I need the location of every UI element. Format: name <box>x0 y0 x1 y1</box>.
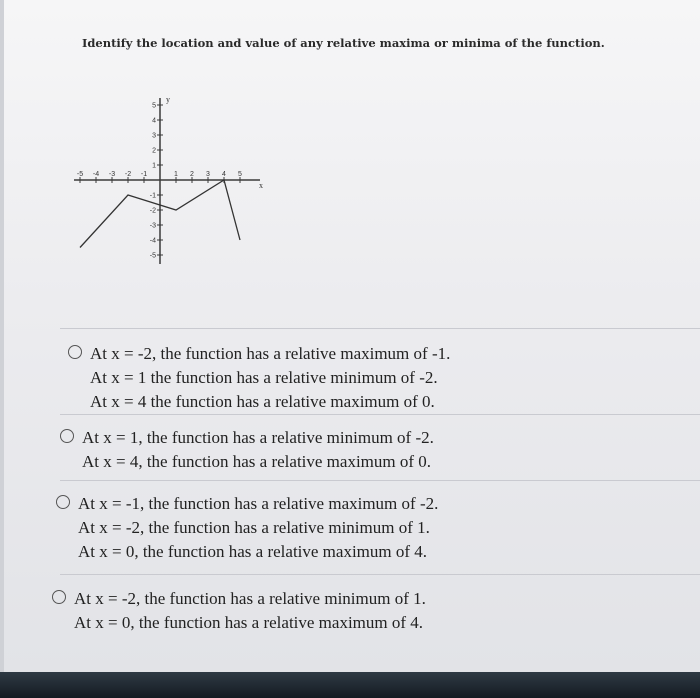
y-ticks <box>150 103 163 260</box>
answer-option-2[interactable] <box>60 426 434 474</box>
y-tick-label: 1 <box>152 162 156 170</box>
option-line: At x = 0, the function has a relative maximum of 4. <box>74 613 424 632</box>
y-tick-label: -1 <box>149 192 156 200</box>
answer-option-3[interactable] <box>56 492 438 564</box>
y-axis-label: y <box>166 95 170 104</box>
option-line: At x = -2, the function has a relative minimum of 1. <box>78 518 430 537</box>
option-line: At x = 4, the function has a relative maximum of 0. <box>82 452 432 471</box>
screen-bezel <box>0 672 700 698</box>
y-tick-label: 5 <box>152 102 156 110</box>
divider <box>60 328 700 329</box>
answer-option-1[interactable] <box>68 342 450 414</box>
option-line: At x = -2, the function has a relative minimum of 1. <box>74 589 426 608</box>
option-line: At x = 0, the function has a relative maximum of 4. <box>78 542 428 561</box>
divider <box>60 574 700 575</box>
x-tick-label: 2 <box>190 171 194 178</box>
question-text: Identify the location and value of any relative maxima or minima of the function. <box>82 36 605 50</box>
x-tick-label: -5 <box>76 171 84 178</box>
x-tick-label: -3 <box>108 171 116 178</box>
x-tick-label: 3 <box>206 171 210 178</box>
y-tick-label: -3 <box>149 222 156 230</box>
option-line: At x = -2, the function has a relative maximum of -1. <box>90 344 451 363</box>
divider <box>60 480 700 481</box>
option-line: At x = 1 the function has a relative minimum of -2. <box>90 368 438 387</box>
y-tick-label: -5 <box>149 252 156 260</box>
y-tick-label: 4 <box>152 117 156 125</box>
x-tick-label: -1 <box>140 171 148 178</box>
graph-svg <box>70 92 270 272</box>
y-tick-label: -2 <box>149 207 156 215</box>
x-tick-label: 1 <box>174 171 178 178</box>
radio-button[interactable] <box>52 590 66 604</box>
radio-button[interactable] <box>68 345 82 359</box>
function-graph <box>70 92 270 277</box>
y-tick-label: 2 <box>152 147 156 155</box>
x-tick-label: 4 <box>222 171 226 178</box>
y-tick-label: -4 <box>149 237 156 245</box>
radio-button[interactable] <box>60 429 74 443</box>
option-line: At x = -1, the function has a relative maximum of -2. <box>78 494 439 513</box>
x-axis-label: x <box>259 181 263 190</box>
option-line: At x = 4 the function has a relative maximum of 0. <box>90 392 435 411</box>
x-tick-label: 5 <box>238 171 242 178</box>
y-tick-label: 3 <box>152 132 156 140</box>
screen-edge <box>0 0 4 672</box>
divider <box>60 414 700 415</box>
answer-option-4[interactable] <box>52 587 426 635</box>
radio-button[interactable] <box>56 495 70 509</box>
x-tick-label: -4 <box>92 171 100 178</box>
option-line: At x = 1, the function has a relative minimum of -2. <box>82 428 434 447</box>
x-tick-label: -2 <box>124 171 132 178</box>
